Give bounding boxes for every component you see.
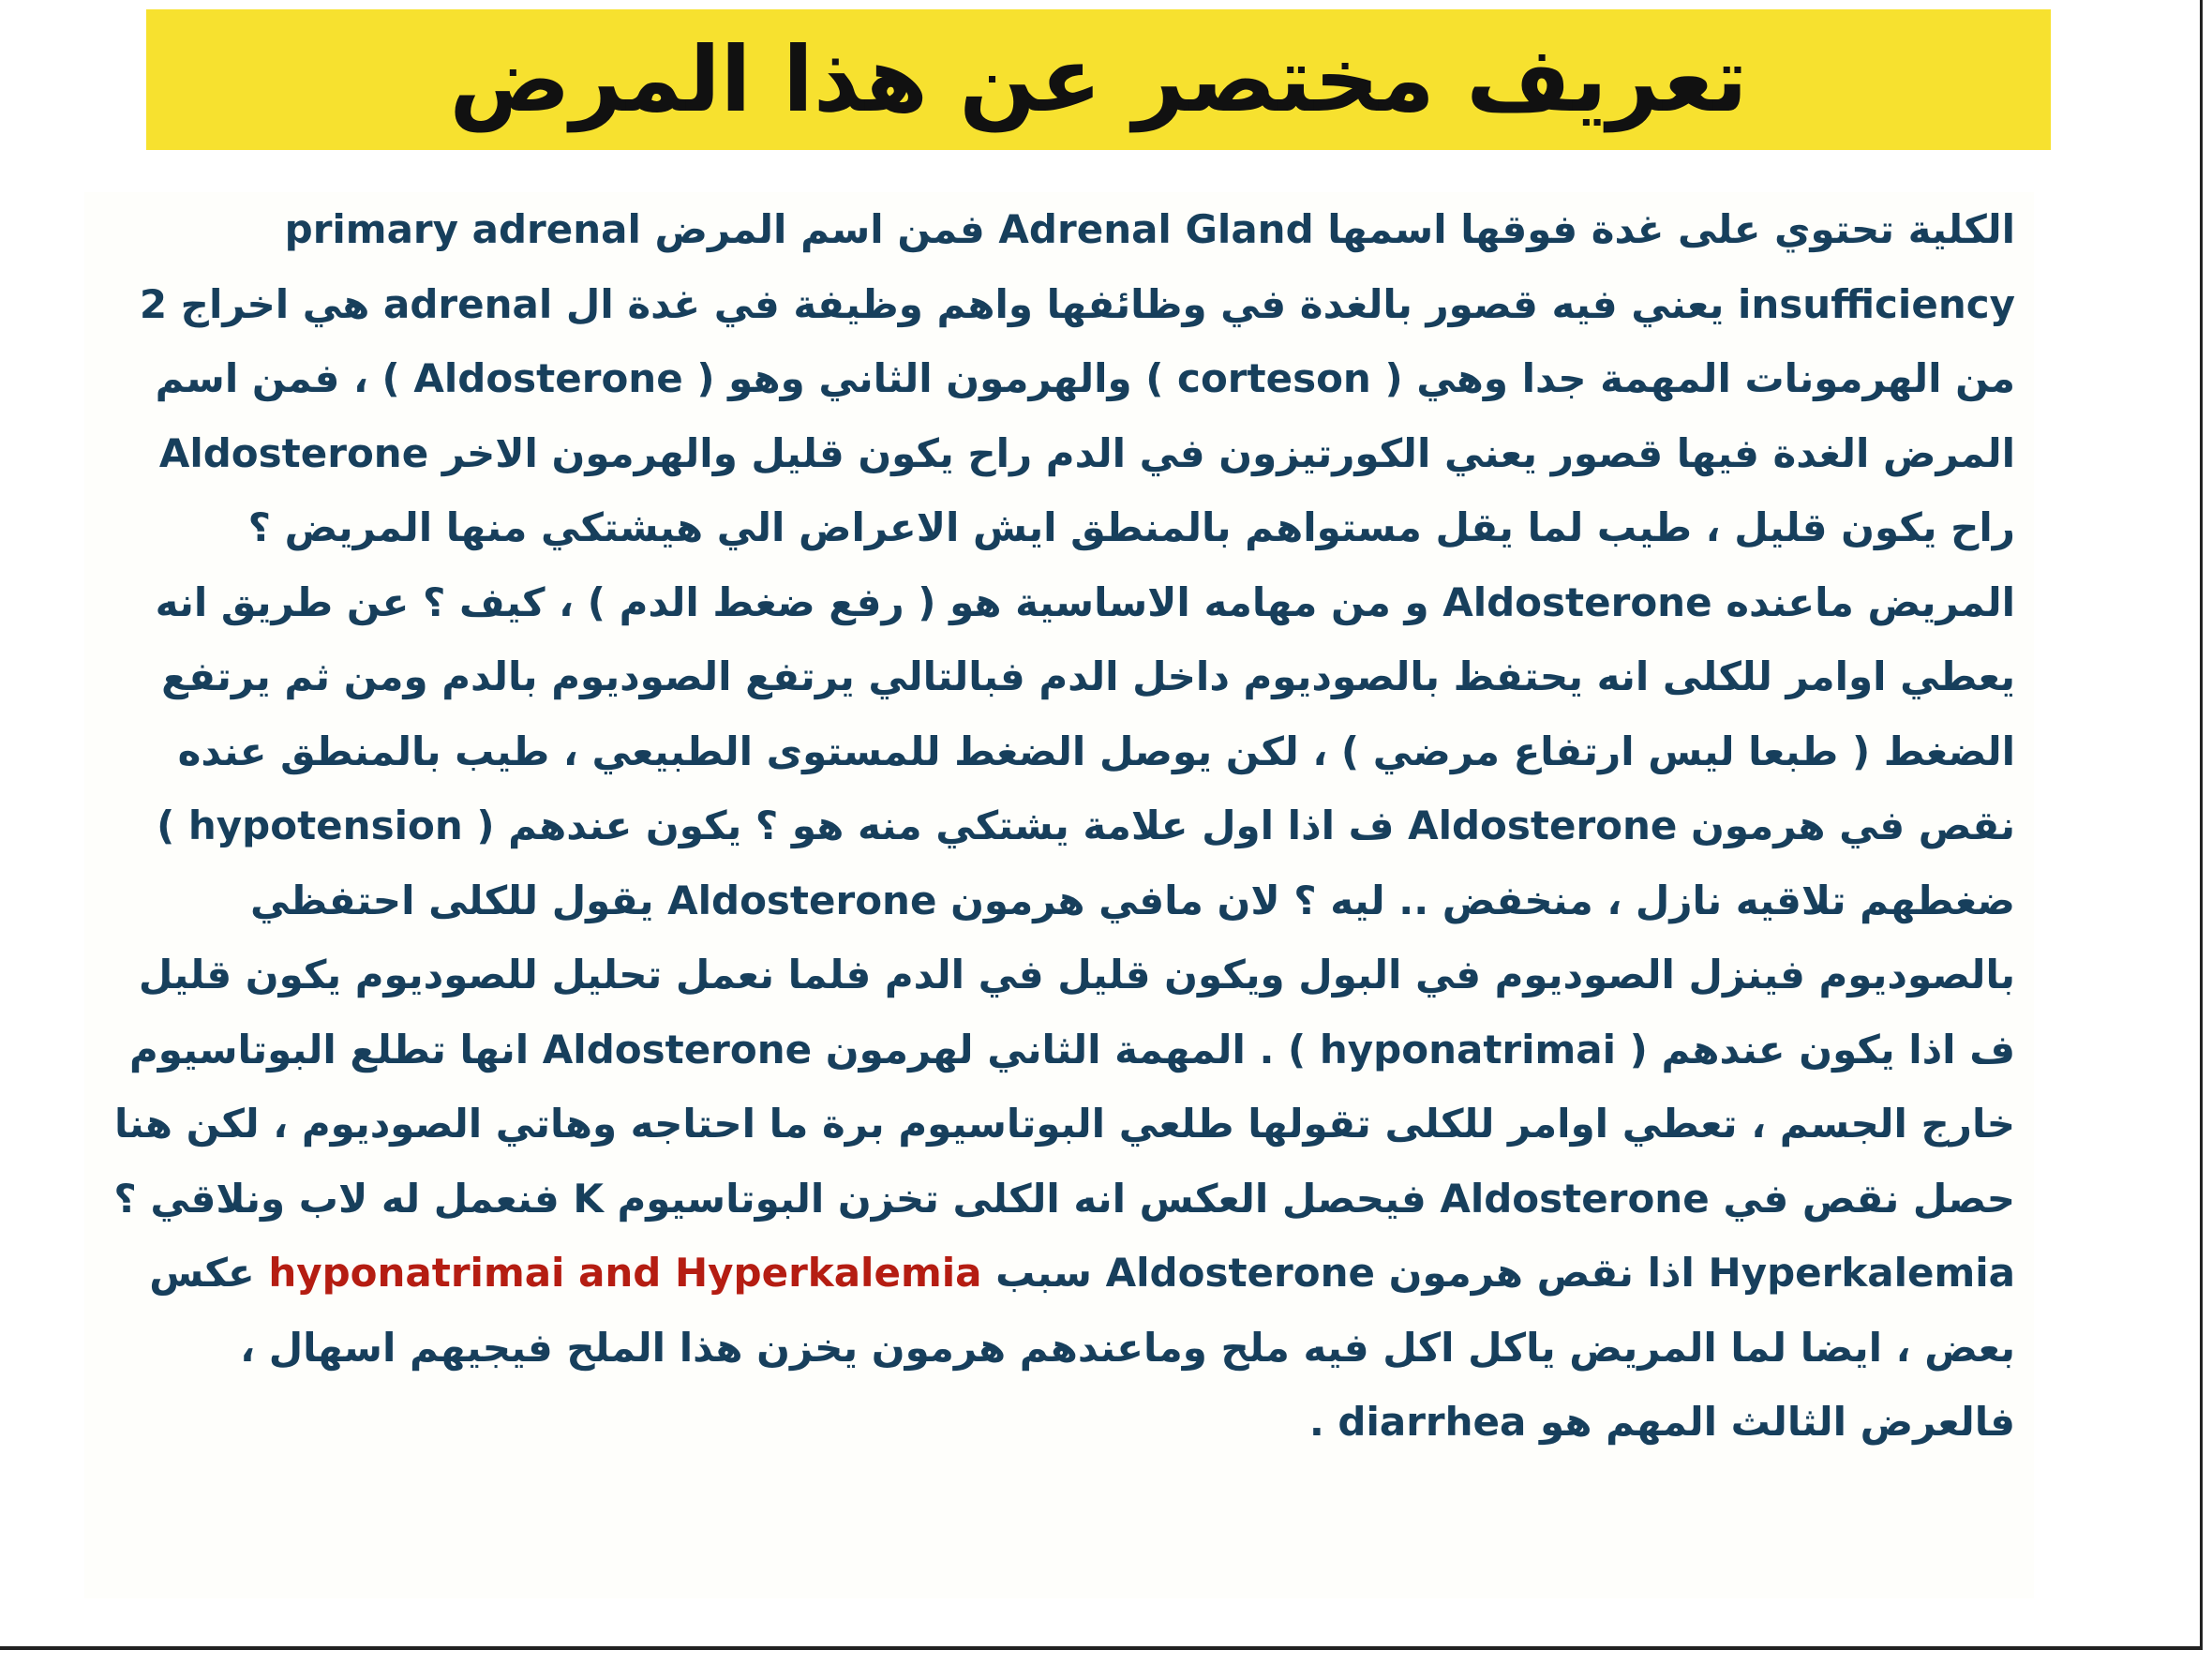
- highlight-hyponatrimai-hyperkalemia: hyponatrimai and Hyperkalemia: [268, 1250, 982, 1296]
- text-run: ف اذا اول علامة يشتكي منه هو ؟ يكون عندهم (: [476, 802, 1395, 848]
- text-run: ) ، فمن اسم المرض الغدة فيها قصور يعني الكورتيزون في الدم راح يكون قليل والهرمون الاخر: [155, 355, 2015, 476]
- term-primary-adrenal-insufficiency: primary adrenal insufficiency: [284, 206, 2015, 327]
- term-aldosterone: Aldosterone: [1105, 1250, 1375, 1296]
- term-hyponatrimai: hyponatrimai: [1319, 1026, 1617, 1072]
- text-run: هي اخراج 2 من الهرمونات المهمة جدا وهي (: [139, 280, 2015, 401]
- text-run: فنعمل له لاب ونلاقي ؟: [113, 1175, 560, 1222]
- text-run: اذا نقص هرمون: [1388, 1250, 1695, 1296]
- text-run: راح يكون قليل ، طيب لما يقل مستواهم بالمنطق ايش الاعراض الي هيشتكي منها المريض ؟: [247, 504, 2015, 550]
- text-run: فيحصل العكس انه الكلى تخزن البوتاسيوم: [617, 1175, 1427, 1222]
- paragraph-symptoms: [84, 565, 2034, 1460]
- term-aldosterone: Aldosterone: [158, 429, 429, 476]
- term-adrenal: adrenal: [383, 280, 553, 327]
- term-aldosterone: Aldosterone: [542, 1026, 813, 1072]
- text-run: و من مهامه الاساسية هو ( رفع ضغط الدم ) ، كيف ؟ عن طريق انه يعطي اوامر للكلى انه يحتفظ بالصوديوم داخل الدم فبالتالي يرتفع الصوديوم بالدم ومن ثم يرتفع الضغط ( طبعا ليس ارتفاع مرضي ) ، لكن يوصل الضغط للمستوى الطبيعي ، طيب بالمنطق عنده نقص في هرمون: [155, 578, 2015, 848]
- paragraph-definition: [84, 192, 2034, 565]
- page-title: تعريف مختصر عن هذا المرض: [449, 27, 1748, 132]
- text-run: يعني فيه قصور بالغدة في وظائفها واهم وظيفة في غدة ال: [565, 280, 1725, 327]
- term-aldosterone: Aldosterone: [667, 877, 937, 923]
- term-hyperkalemia: Hyperkalemia: [1708, 1250, 2015, 1296]
- text-run: فمن اسم المرض: [654, 206, 985, 252]
- term-hypotension: hypotension: [187, 802, 463, 848]
- text-run: عكس بعض ، ايضا لما المريض ياكل اكل فيه ملح وماعندهم هرمون يخزن هذا الملح فيجيهم اسهال ، فالعرض الثالث المهم هو: [149, 1250, 2015, 1445]
- text-run: سبب: [995, 1250, 1092, 1296]
- text-run: ) . المهمة الثاني لهرمون: [825, 1026, 1307, 1072]
- term-aldosterone: Aldosterone: [1408, 802, 1678, 848]
- content-area: [84, 192, 2034, 1598]
- text-run: انها تطلع البوتاسيوم خارج الجسم ، تعطي اوامر للكلى تقولها طلعي البوتاسيوم برة ما احتاجه وهاتي الصوديوم ، لكن هنا حصل نقص في: [114, 1026, 2015, 1222]
- term-diarrhea: diarrhea: [1338, 1399, 1527, 1445]
- term-adrenal-gland: Adrenal Gland: [998, 206, 1314, 252]
- text-run: ) والهرمون الثاني وهو (: [696, 355, 1164, 401]
- text-run: يقول للكلى احتفظي بالصوديوم فينزل الصوديوم في البول ويكون قليل في الدم فلما نعمل تحليل للصوديوم يكون قليل ف اذا يكون عندهم (: [138, 877, 2015, 1072]
- text-run: المريض ماعنده: [1726, 578, 2015, 625]
- text-run: ) ضغطهم تلاقيه نازل ، منخفض .. ليه ؟ لان مافي هرمون: [157, 802, 2015, 923]
- text-run: .: [1308, 1399, 1324, 1445]
- title-bar: [146, 9, 2051, 150]
- term-potassium-k: K: [573, 1175, 604, 1222]
- term-aldosterone: Aldosterone: [413, 355, 683, 401]
- term-corteson: corteson: [1177, 355, 1371, 401]
- term-aldosterone: Aldosterone: [1442, 578, 1712, 625]
- text-run: الكلية تحتوي على غدة فوقها اسمها: [1327, 206, 2015, 252]
- term-aldosterone: Aldosterone: [1440, 1175, 1710, 1222]
